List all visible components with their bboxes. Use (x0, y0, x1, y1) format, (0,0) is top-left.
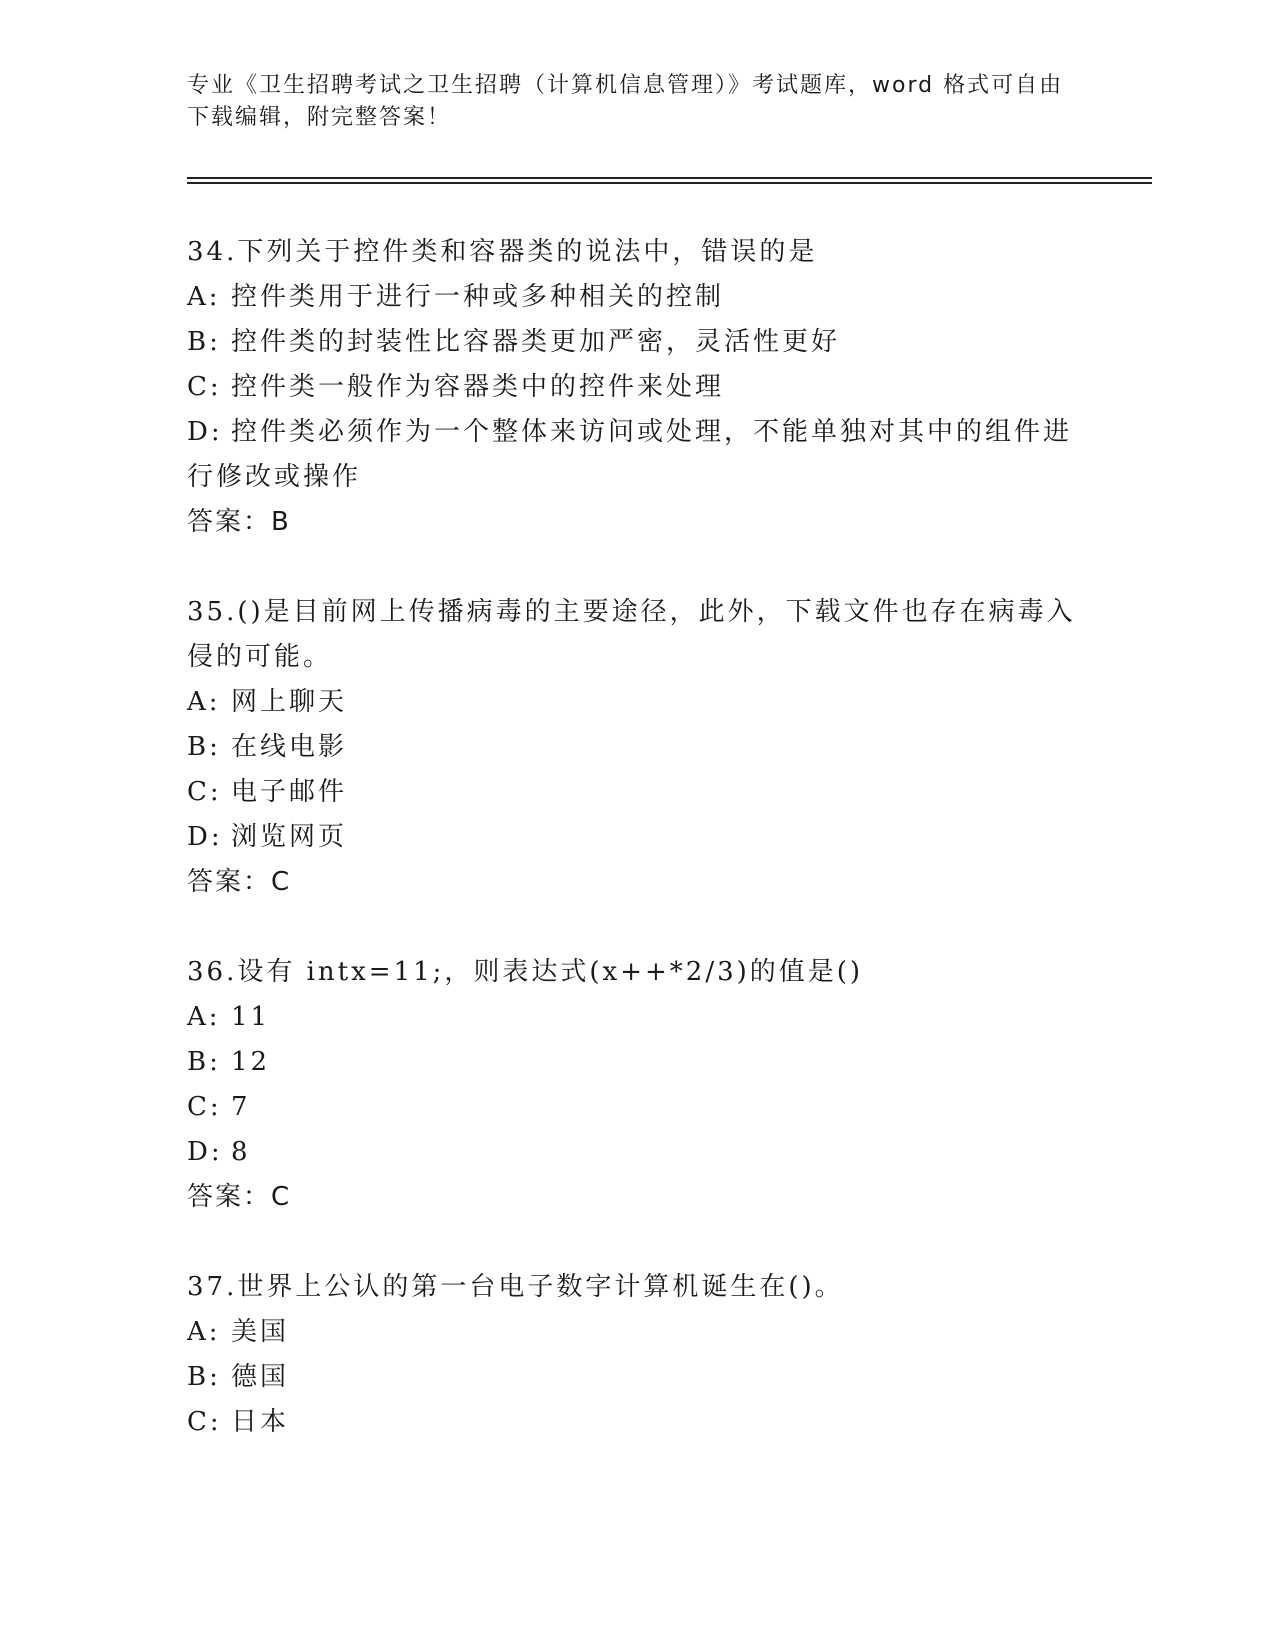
question-34 (187, 230, 1087, 545)
question-35 (187, 590, 1087, 905)
option-c (187, 1085, 1087, 1130)
option-d (187, 815, 1087, 860)
option-c (187, 1400, 1087, 1445)
option-text: 控件类一般作为容器类中的控件来处理 (231, 372, 725, 402)
option-a (187, 995, 1087, 1040)
option-b (187, 1040, 1087, 1085)
option-text: 控件类必须作为一个整体来访问或处理，不能单独对其中的组件进行修改或操作 (187, 417, 1073, 492)
option-text: 8 (231, 1137, 251, 1167)
question-stem: 36.设有 intx=11;，则表达式(x++*2/3)的值是() (187, 957, 864, 987)
question-37 (187, 1265, 1087, 1445)
option-letter: A: (187, 1317, 221, 1347)
option-text: 浏览网页 (231, 822, 348, 852)
option-b (187, 725, 1087, 770)
option-letter: A: (187, 687, 221, 717)
option-b (187, 1355, 1087, 1400)
header-divider-top (187, 177, 1152, 179)
option-letter: D: (187, 417, 223, 447)
option-letter: B: (187, 1047, 221, 1077)
option-text: 11 (231, 1002, 271, 1032)
option-c (187, 365, 1087, 410)
option-text: 德国 (231, 1362, 290, 1392)
option-a (187, 680, 1087, 725)
option-d (187, 1130, 1087, 1175)
option-letter: C: (187, 1092, 222, 1122)
option-letter: C: (187, 777, 222, 807)
option-text: 12 (231, 1047, 271, 1077)
option-letter: B: (187, 732, 221, 762)
document-header: 专业《卫生招聘考试之卫生招聘（计算机信息管理）》考试题库，word 格式可自由下载编辑，附完整答案！ (187, 73, 1064, 130)
option-text: 日本 (231, 1407, 290, 1437)
option-text: 控件类的封装性比容器类更加严密，灵活性更好 (231, 327, 841, 357)
option-text: 在线电影 (231, 732, 348, 762)
question-list (187, 230, 1087, 1490)
question-stem: 35.()是目前网上传播病毒的主要途径，此外，下载文件也存在病毒入侵的可能。 (187, 597, 1076, 672)
option-b (187, 320, 1087, 365)
option-letter: D: (187, 1137, 223, 1167)
option-text: 7 (231, 1092, 251, 1122)
option-letter: B: (187, 1362, 221, 1392)
option-letter: C: (187, 1407, 222, 1437)
option-text: 电子邮件 (231, 777, 348, 807)
option-letter: A: (187, 282, 221, 312)
option-c (187, 770, 1087, 815)
question-stem: 34.下列关于控件类和容器类的说法中，错误的是 (187, 237, 818, 267)
answer-line: 答案：C (187, 867, 292, 897)
option-letter: D: (187, 822, 223, 852)
option-letter: A: (187, 1002, 221, 1032)
answer-line: 答案：C (187, 1182, 292, 1212)
option-text: 美国 (231, 1317, 290, 1347)
option-a (187, 275, 1087, 320)
question-stem: 37.世界上公认的第一台电子数字计算机诞生在()。 (187, 1272, 844, 1302)
option-letter: C: (187, 372, 222, 402)
option-letter: B: (187, 327, 221, 357)
answer-line: 答案：B (187, 507, 291, 537)
option-a (187, 1310, 1087, 1355)
option-d (187, 410, 1087, 500)
question-36 (187, 950, 1087, 1220)
option-text: 网上聊天 (231, 687, 348, 717)
header-divider-bottom (187, 182, 1152, 184)
option-text: 控件类用于进行一种或多种相关的控制 (231, 282, 725, 312)
